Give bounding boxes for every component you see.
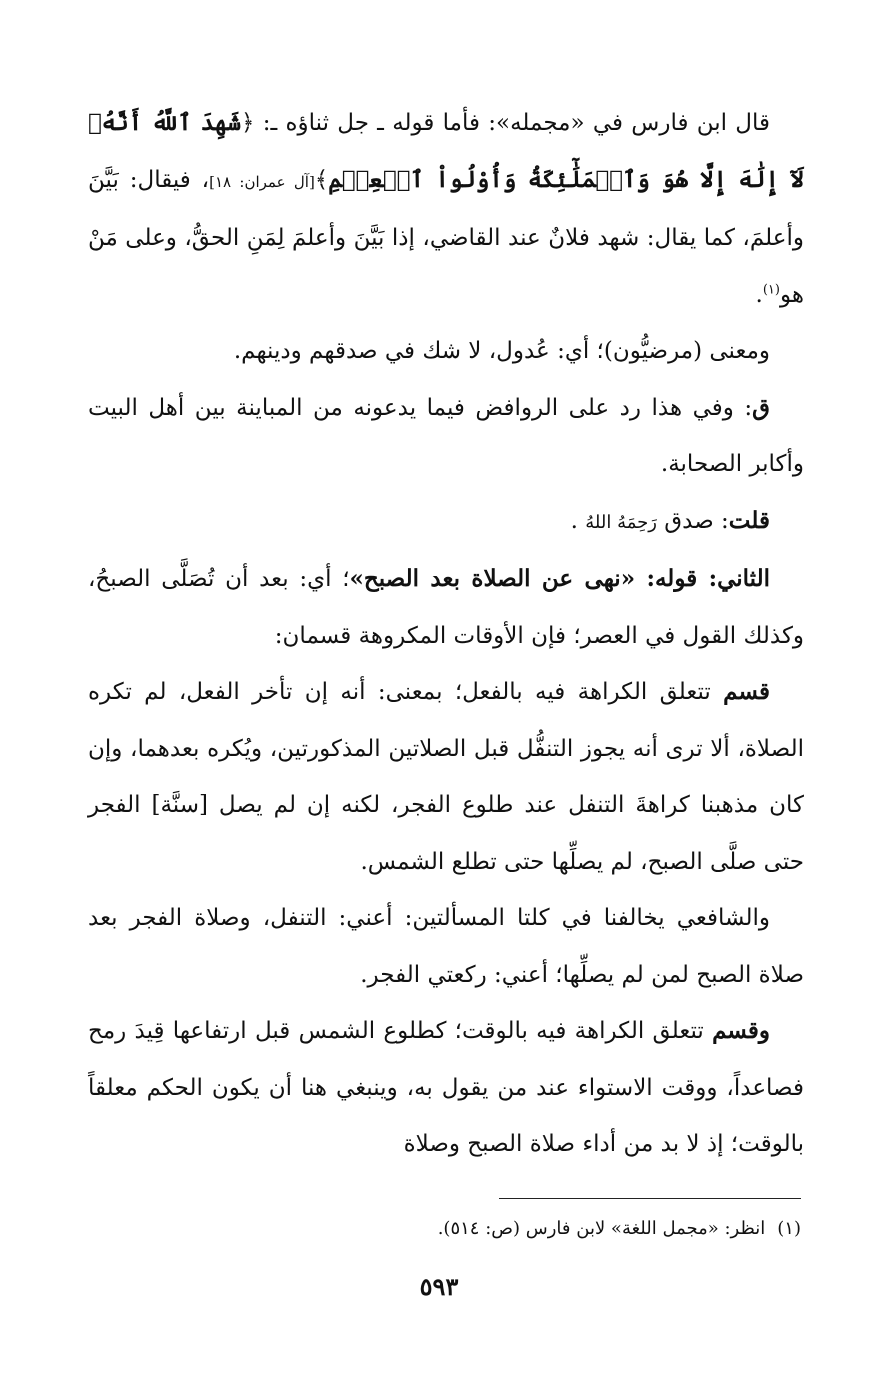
second-category-label: وقسم: [712, 1017, 770, 1044]
qaf-text: : وفي هذا رد على الروافض فيما يدعونه من المباينة بين أهل البيت وأكابر الصحابة.: [88, 394, 804, 477]
paragraph-shafii: والشافعي يخالفنا في كلتا المسألتين: أعني: التنفل، وصلاة الفجر بعد صلاة الصبح لمن لم يصلِّها؛ أعني: ركعتي الفجر.: [88, 905, 804, 988]
paragraph-second-category: [88, 1003, 804, 1173]
paragraph-mardiyyun: ومعنى (مرضيُّون)؛ أي: عُدول، لا شك في صدقهم ودينهم.: [233, 338, 770, 364]
first-category-text: تتعلق الكراهة فيه بالفعل؛ بمعنى: أنه إن تأخر الفعل، لم تكره الصلاة، ألا ترى أنه يجوز التنفُّل قبل الصلاتين المذكورتين، ويُكره بعدهما، وإن كان مذهبنا كراهةَ التنفل عند طلوع الفجر، لكنه إن لم يصل [سنَّة] الفجر حتى صلَّى الصبح، لم يصلِّها حتى تطلع الشمس.: [88, 679, 804, 875]
qaf-label: ق: [752, 393, 770, 421]
footnote-divider: [499, 1198, 801, 1199]
quran-verse: شَهِدَ ٱللَّهُ أَنَّهُۥ لَآ إِلَٰهَ إِلَّا هُوَ وَٱلۡمَلَٰٓئِكَةُ وَأُوْلُواْ ٱلۡعِلۡمِ: [88, 109, 804, 193]
qultu-end: .: [570, 507, 578, 534]
footnote: [300, 1214, 801, 1244]
paragraph-second-point: [88, 551, 804, 664]
footnote-reference: (١): [762, 281, 780, 297]
paragraph-first-category: [88, 664, 804, 890]
verse-close-bracket: ﴾: [314, 166, 329, 193]
verse-citation: [آل عمران: ١٨]: [209, 172, 315, 191]
qultu-label: قلت: [728, 506, 770, 534]
second-point-text: ؛ أي: بعد أن تُصَلَّى الصبحُ، وكذلك القول في العصر؛ فإن الأوقات المكروهة قسمان:: [88, 566, 804, 649]
page-body: [88, 95, 804, 1173]
quote-end: .: [755, 281, 763, 308]
first-category-label: قسم: [723, 678, 770, 705]
footnote-number: (١): [777, 1218, 801, 1239]
honorific-glyph: رَحِمَهُ اللهُ: [585, 511, 657, 533]
page-number: ٥٩٣: [419, 1272, 459, 1301]
quote-rest: ، فيقال: بَيَّنَ وأعلمَ، كما يقال: شهد فلانٌ عند القاضي، إذا بَيَّنَ وأعلمَ لِمَنِ الحقُّ، وعلى مَنْ هو: [88, 166, 804, 308]
qultu-text: : صدق: [664, 507, 729, 534]
second-point-label: الثاني: قوله: «نهى عن الصلاة بعد الصبح»: [349, 565, 770, 592]
second-category-text: تتعلق الكراهة فيه بالوقت؛ كطلوع الشمس قبل ارتفاعها قِيدَ رمح فصاعداً، ووقت الاستواء عند من يقول به، وينبغي هنا أن يكون الحكم معلقاً بالوقت؛ إذ لا بد من أداء صلاة الصبح وصلاة: [88, 1018, 804, 1157]
paragraph-ibn-faris-quote: [88, 95, 804, 323]
footnote-text: انظر: «مجمل اللغة» لابن فارس (ص: ٥١٤).: [437, 1218, 766, 1239]
paragraph-qaf-comment: [88, 380, 804, 493]
paragraph-qultu: [88, 493, 804, 552]
quote-intro: قال ابن فارس في «مجمله»: فأما قوله ـ جل ثناؤه ـ: ﴿: [241, 110, 770, 136]
